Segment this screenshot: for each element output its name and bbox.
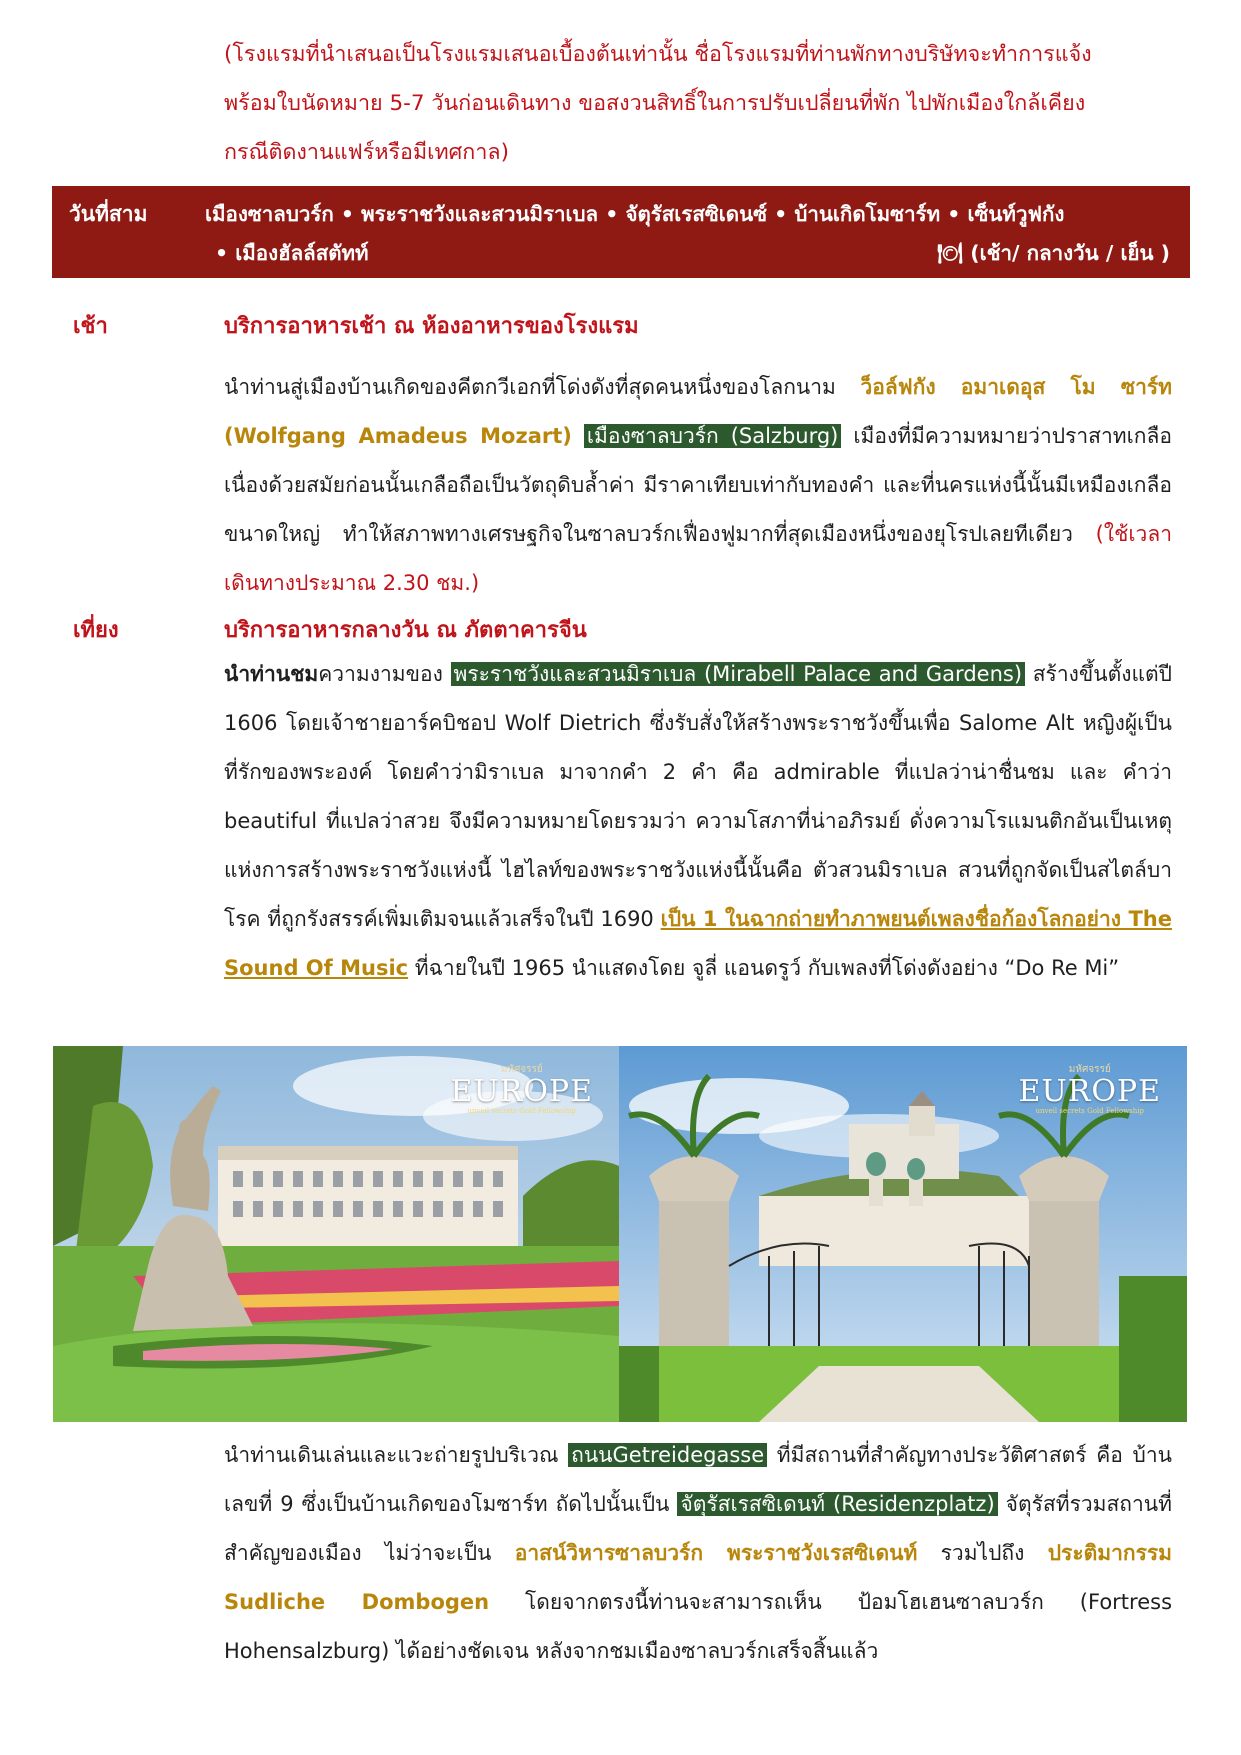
- breakfast-line: บริการอาหารเช้า ณ ห้องอาหารของโรงแรม: [224, 314, 639, 339]
- day-label: วันที่สาม: [69, 202, 148, 226]
- watermark-title: EUROPE: [1018, 1074, 1161, 1109]
- day-route-line-2: • เมืองฮัลล์สตัทท์: [215, 241, 369, 265]
- sculpture-name: ประติมากรรม Sudliche Dombogen: [224, 1541, 1172, 1614]
- notice-line-3: กรณีติดงานแฟร์หรือมีเทศกาล): [224, 140, 509, 165]
- salzburg-gate-photo: [619, 1046, 1187, 1422]
- hotel-notice: [224, 30, 1170, 177]
- watermark-tagline: unveil secrets Gold Fellowship: [467, 1107, 576, 1115]
- text: ความงามของ: [318, 662, 451, 686]
- text: จัตุรัสที่รวมสถานที่สำคัญของเมือง ไม่ว่าจะเป็น: [224, 1492, 1173, 1565]
- notice-line-1: (โรงแรมที่นำเสนอเป็นโรงแรมเสนอเบื้องต้นเท่านั้น ชื่อโรงแรมที่ท่านพักทางบริษัทจะทำการแจ้ง: [224, 42, 1092, 67]
- cathedral-residence-names: อาสน์วิหารซาลบวร์ก พระราชวังเรสซิเดนท์: [514, 1541, 918, 1565]
- visit-lead: นำท่านชม: [224, 662, 319, 686]
- watermark-small-text: มหัศจรรย์: [500, 1064, 543, 1075]
- text: ที่มีสถานที่สำคัญทางประวัติศาสตร์ คือ บ้านเลขที่ 9 ซึ่งเป็นบ้านเกิดของโมซาร์ท ถัดไปนั้นเป็น: [224, 1443, 1172, 1516]
- text: นำท่านสู่เมืองบ้านเกิดของคีตกวีเอกที่โด่งดังที่สุดคนหนึ่งของโลกนาม: [224, 375, 861, 399]
- text: รวมไปถึง: [917, 1541, 1048, 1565]
- day-header-bar: [52, 186, 1190, 278]
- watermark-title: EUROPE: [450, 1074, 593, 1109]
- watermark-small-text: มหัศจรรย์: [1068, 1064, 1111, 1075]
- sound-of-music-note: เป็น 1 ในฉากถ่ายทำภาพยนต์เพลงชื่อก้องโลกอย่าง The Sound Of Music: [224, 907, 1172, 980]
- mozart-name: ว็อล์ฟกัง อมาเดอุส โม ซาร์ท (Wolfgang Amadeus Mozart): [224, 375, 1173, 448]
- europe-watermark-right: [1019, 1062, 1161, 1115]
- watermark-tagline: unveil secrets Gold Fellowship: [1035, 1107, 1144, 1115]
- morning-label: เช้า: [73, 314, 108, 339]
- mirabell-garden-photo: [53, 1046, 619, 1422]
- text: นำท่านเดินเล่นและแวะถ่ายรูปบริเวณ: [224, 1443, 569, 1467]
- salzburg-highlight: เมืองซาลบวร์ก (Salzburg): [584, 424, 842, 448]
- mirabell-highlight: พระราชวังและสวนมิราเบล (Mirabell Palace and Gardens): [451, 662, 1025, 686]
- salzburg-paragraph: [224, 363, 1172, 608]
- mirabell-paragraph: [224, 650, 1172, 993]
- text: สร้างขึ้นตั้งแต่ปี 1606 โดยเจ้าชายอาร์คบิชอป Wolf Dietrich ซึ่งรับสั่งให้สร้างพระราชวังขึ้นเพื่อ Salome Alt หญิงผู้เป็นที่รักของพระองค์ โดยคำว่ามิราเบล มาจากคำ 2 คำ คือ admirable ที่แปลว่าน่าชื่นชม และ คำว่า beautiful ที่แปลว่าสวย จึงมีความหมายโดยรวมว่า ความโสภาที่น่าอภิรมย์ ดั่งความโรแมนติกอันเป็นเหตุแห่งการสร้างพระราชวังแห่งนี้ ไฮไลท์ของพระราชวังแห่งนี้นั้นคือ ตัวสวนมิราเบล สวนที่ถูกจัดเป็นสไตล์บาโรค ที่ถูกรังสรรค์เพิ่มเติมจนแล้วเสร็จในปี 1690: [224, 662, 1172, 931]
- text: โดยจากตรงนี้ท่านจะสามารถเห็น ป้อมโฮเฮนซาลบวร์ก (Fortress Hohensalzburg) ได้อย่างชัดเจน หลังจากชมเมืองซาลบวร์กเสร็จสิ้นแล้ว: [224, 1590, 1173, 1663]
- day-meals: 🍽 (เช้า/ กลางวัน / เย็น ): [937, 241, 1170, 265]
- getreidegasse-highlight: ถนนGetreidegasse: [568, 1443, 767, 1467]
- europe-watermark-left: [451, 1062, 593, 1115]
- day-route-line-1: เมืองซาลบวร์ก • พระราชวังและสวนมิราเบล • จัตุรัสเรสซิเดนซ์ • บ้านเกิดโมซาร์ท • เซ็นท์วูฟกัง: [205, 202, 1065, 226]
- travel-time: (ใช้เวลาเดินทางประมาณ 2.30 ชม.): [224, 522, 1172, 595]
- noon-label: เที่ยง: [73, 618, 119, 643]
- getreidegasse-paragraph: [224, 1431, 1172, 1676]
- text: เมืองที่มีความหมายว่าปราสาทเกลือ เนื่องด้วยสมัยก่อนนั้นเกลือถือเป็นวัตถุดิบล้ำค่า มีราคาเทียบเท่ากับทองคำ และที่นครแห่งนี้นั้นมีเหมืองเกลือขนาดใหญ่ ทำให้สภาพทางเศรษฐกิจในซาลบวร์กเฟื่องฟูมากที่สุดเมืองหนึ่งของยุโรปเลยทีเดียว: [224, 424, 1172, 546]
- notice-line-2: พร้อมใบนัดหมาย 5-7 วันก่อนเดินทาง ขอสงวนสิทธิ์ในการปรับเปลี่ยนที่พัก ไปพักเมืองใกล้เคียง: [224, 91, 1086, 116]
- residenzplatz-highlight: จัตุรัสเรสซิเดนท์ (Residenzplatz): [677, 1492, 997, 1516]
- text: ที่ฉายในปี 1965 นำแสดงโดย จูลี่ แอนดรูว์ กับเพลงที่โด่งดังอย่าง “Do Re Mi”: [408, 956, 1120, 980]
- lunch-line: บริการอาหารกลางวัน ณ ภัตตาคารจีน: [224, 618, 587, 643]
